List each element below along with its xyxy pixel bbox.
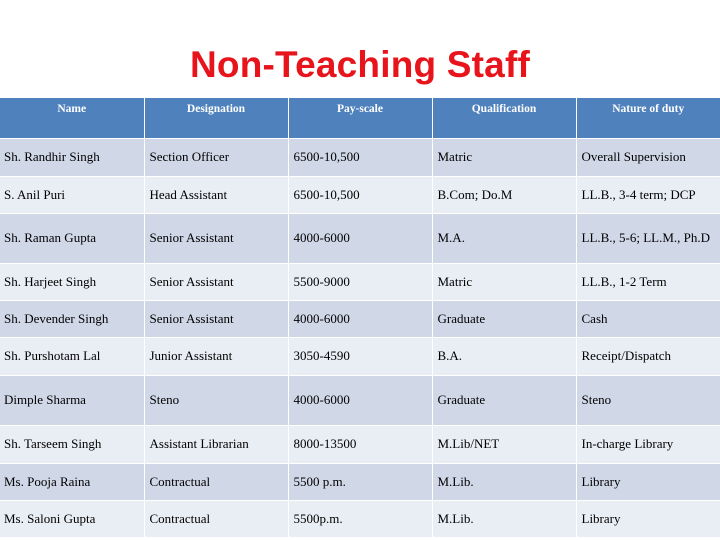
header-nature-of-duty: Nature of duty xyxy=(576,98,720,138)
cell-nature-of-duty: Cash xyxy=(576,300,720,337)
cell-qualification: M.Lib/NET xyxy=(432,425,576,463)
cell-designation: Junior Assistant xyxy=(144,337,288,375)
cell-qualification: M.Lib. xyxy=(432,463,576,500)
cell-pay-scale: 4000-6000 xyxy=(288,375,432,425)
cell-name: Dimple Sharma xyxy=(0,375,144,425)
cell-designation: Contractual xyxy=(144,463,288,500)
cell-pay-scale: 6500-10,500 xyxy=(288,138,432,176)
table-row xyxy=(0,176,720,213)
cell-name: Ms. Pooja Raina xyxy=(0,463,144,500)
cell-designation: Contractual xyxy=(144,500,288,537)
cell-designation: Steno xyxy=(144,375,288,425)
table-row xyxy=(0,375,720,425)
table-row xyxy=(0,337,720,375)
cell-pay-scale: 5500p.m. xyxy=(288,500,432,537)
cell-qualification: Graduate xyxy=(432,300,576,337)
cell-nature-of-duty: Library xyxy=(576,500,720,537)
cell-qualification: Matric xyxy=(432,138,576,176)
table-row xyxy=(0,213,720,263)
table-row xyxy=(0,425,720,463)
header-pay-scale: Pay-scale xyxy=(288,98,432,138)
table-row xyxy=(0,300,720,337)
cell-name: Sh. Purshotam Lal xyxy=(0,337,144,375)
cell-designation: Senior Assistant xyxy=(144,300,288,337)
header-name: Name xyxy=(0,98,144,138)
cell-designation: Assistant Librarian xyxy=(144,425,288,463)
cell-pay-scale: 5500-9000 xyxy=(288,263,432,300)
table-row xyxy=(0,463,720,500)
cell-pay-scale: 4000-6000 xyxy=(288,300,432,337)
cell-nature-of-duty: LL.B., 1-2 Term xyxy=(576,263,720,300)
cell-name: Ms. Saloni Gupta xyxy=(0,500,144,537)
cell-name: Sh. Devender Singh xyxy=(0,300,144,337)
table-row xyxy=(0,500,720,537)
cell-nature-of-duty: Steno xyxy=(576,375,720,425)
cell-pay-scale: 4000-6000 xyxy=(288,213,432,263)
cell-nature-of-duty: Library xyxy=(576,463,720,500)
cell-pay-scale: 3050-4590 xyxy=(288,337,432,375)
cell-pay-scale: 5500 p.m. xyxy=(288,463,432,500)
cell-qualification: Graduate xyxy=(432,375,576,425)
cell-name: Sh. Tarseem Singh xyxy=(0,425,144,463)
cell-nature-of-duty: LL.B., 3-4 term; DCP xyxy=(576,176,720,213)
cell-qualification: Matric xyxy=(432,263,576,300)
table-header-row xyxy=(0,98,720,138)
cell-name: Sh. Harjeet Singh xyxy=(0,263,144,300)
cell-name: Sh. Randhir Singh xyxy=(0,138,144,176)
cell-qualification: M.A. xyxy=(432,213,576,263)
table-row xyxy=(0,263,720,300)
cell-designation: Senior Assistant xyxy=(144,213,288,263)
page-title: Non-Teaching Staff xyxy=(189,44,530,85)
header-qualification: Qualification xyxy=(432,98,576,138)
cell-pay-scale: 6500-10,500 xyxy=(288,176,432,213)
cell-nature-of-duty: Overall Supervision xyxy=(576,138,720,176)
table-row xyxy=(0,138,720,176)
cell-name: S. Anil Puri xyxy=(0,176,144,213)
cell-nature-of-duty: LL.B., 5-6; LL.M., Ph.D xyxy=(576,213,720,263)
staff-table xyxy=(0,98,720,537)
cell-nature-of-duty: Receipt/Dispatch xyxy=(576,337,720,375)
cell-nature-of-duty: In-charge Library xyxy=(576,425,720,463)
cell-designation: Head Assistant xyxy=(144,176,288,213)
header-designation: Designation xyxy=(144,98,288,138)
cell-designation: Senior Assistant xyxy=(144,263,288,300)
cell-pay-scale: 8000-13500 xyxy=(288,425,432,463)
cell-designation: Section Officer xyxy=(144,138,288,176)
cell-qualification: B.A. xyxy=(432,337,576,375)
cell-qualification: B.Com; Do.M xyxy=(432,176,576,213)
cell-qualification: M.Lib. xyxy=(432,500,576,537)
cell-name: Sh. Raman Gupta xyxy=(0,213,144,263)
